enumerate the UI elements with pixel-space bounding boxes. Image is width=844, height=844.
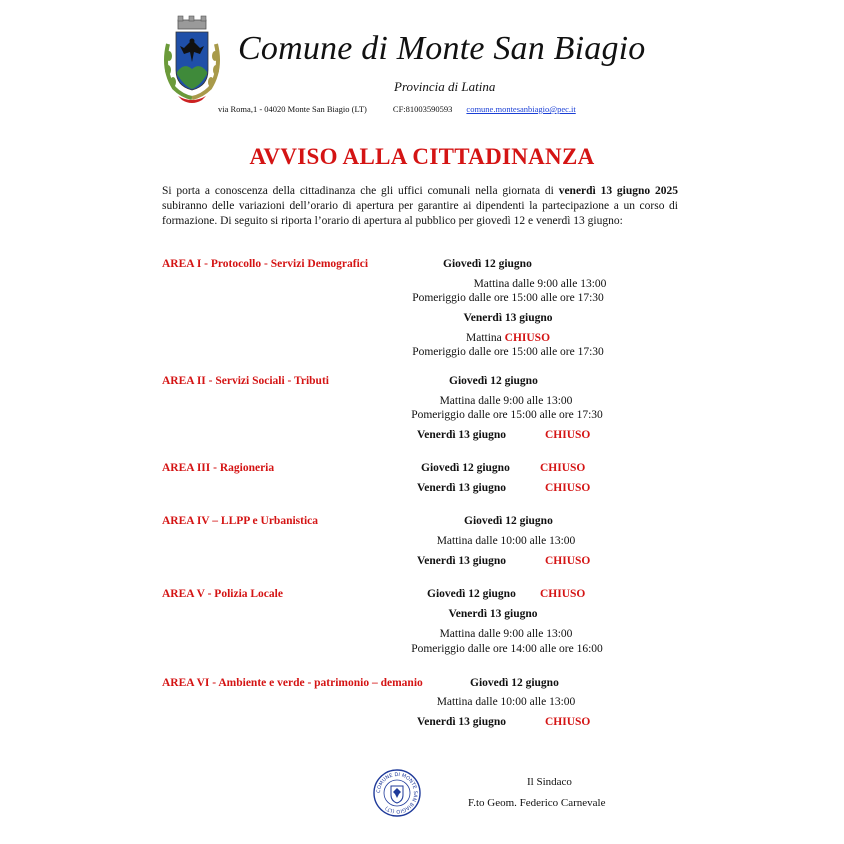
- area-1-fri-morning-closed: CHIUSO: [504, 332, 551, 344]
- address-text: via Roma,1 - 04020 Monte San Biagio (LT): [218, 104, 367, 114]
- area-1-thu-morning: Mattina dalle 9:00 alle 13:00: [473, 278, 607, 290]
- area-2-fri-closed: CHIUSO: [545, 429, 591, 441]
- area-2-label: AREA II - Servizi Sociali - Tributi: [162, 375, 329, 387]
- coat-of-arms-icon: [160, 14, 224, 104]
- area-1-fri-morning: [318, 332, 698, 344]
- area-4-label: AREA IV – LLPP e Urbanistica: [162, 515, 319, 527]
- pec-email-link[interactable]: comune.montesanbiagio@pec.it: [466, 104, 576, 114]
- area-4-thu-morning: Mattina dalle 10:00 alle 13:00: [436, 535, 576, 547]
- area-1-label: AREA I - Protocollo - Servizi Demografici: [162, 258, 369, 270]
- area-3-fri-closed: CHIUSO: [545, 482, 591, 494]
- area-4-friday: Venerdì 13 giugno: [417, 555, 507, 567]
- area-2-thursday: Giovedì 12 giugno: [449, 375, 538, 387]
- municipality-title: Comune di Monte San Biagio: [238, 30, 646, 67]
- area-2-friday: Venerdì 13 giugno: [417, 429, 507, 441]
- area-3-thu-closed: CHIUSO: [540, 462, 586, 474]
- signature-title: Il Sindaco: [527, 776, 572, 788]
- address-line: [218, 104, 576, 114]
- area-6-thu-morning: Mattina dalle 10:00 alle 13:00: [436, 696, 576, 708]
- area-6-label: AREA VI - Ambiente e verde - patrimonio – demanio: [162, 677, 423, 689]
- area-5-thu-closed: CHIUSO: [540, 588, 586, 600]
- area-5-fri-morning: Mattina dalle 9:00 alle 13:00: [439, 628, 573, 640]
- area-3-thursday: Giovedì 12 giugno: [421, 462, 510, 474]
- area-5-friday: Venerdì 13 giugno: [448, 608, 538, 620]
- area-5-thursday: Giovedì 12 giugno: [427, 588, 516, 600]
- intro-text-1: Si porta a conoscenza della cittadinanza che gli uffici comunali nella giornata di: [162, 185, 559, 197]
- intro-date-bold: venerdì 13 giugno 2025: [558, 185, 678, 197]
- area-6-fri-closed: CHIUSO: [545, 716, 591, 728]
- area-3-friday: Venerdì 13 giugno: [417, 482, 507, 494]
- seal-text: COMUNE DI MONTE SAN BIAGIO (LT): [375, 771, 419, 815]
- area-2-thu-morning: Mattina dalle 9:00 alle 13:00: [439, 395, 573, 407]
- area-4-thursday: Giovedì 12 giugno: [464, 515, 553, 527]
- intro-text-2: subiranno delle variazioni dell’orario di apertura per garantire ai dipendenti la partecipazione a un corso di formazione. Di seguito si riporta l’orario di apertura al pubblico per giovedì 12 e venerdì 13 giugno:: [162, 200, 678, 227]
- area-1-thursday: Giovedì 12 giugno: [443, 258, 532, 270]
- area-6-friday: Venerdì 13 giugno: [417, 716, 507, 728]
- area-5-fri-afternoon: Pomeriggio dalle ore 14:00 alle ore 16:00: [411, 643, 603, 655]
- area-1-friday: Venerdì 13 giugno: [463, 312, 553, 324]
- area-3-label: AREA III - Ragioneria: [162, 462, 275, 474]
- area-1-fri-afternoon: Pomeriggio dalle ore 15:00 alle ore 17:30: [412, 346, 604, 358]
- notice-heading: AVVISO ALLA CITTADINANZA: [249, 144, 595, 169]
- tax-code: CF:81003590593: [392, 104, 453, 114]
- municipal-seal-icon: [372, 768, 422, 818]
- area-6-thursday: Giovedì 12 giugno: [470, 677, 559, 689]
- province-subtitle: Provincia di Latina: [394, 79, 496, 94]
- area-1-fri-morning-label: Mattina: [465, 332, 502, 344]
- intro-paragraph: [162, 184, 678, 229]
- area-4-fri-closed: CHIUSO: [545, 555, 591, 567]
- signature-name: F.to Geom. Federico Carnevale: [468, 797, 606, 809]
- area-1-thu-afternoon: Pomeriggio dalle ore 15:00 alle ore 17:30: [412, 292, 604, 304]
- area-5-label: AREA V - Polizia Locale: [162, 588, 283, 600]
- area-2-thu-afternoon: Pomeriggio dalle ore 15:00 alle ore 17:30: [411, 409, 603, 421]
